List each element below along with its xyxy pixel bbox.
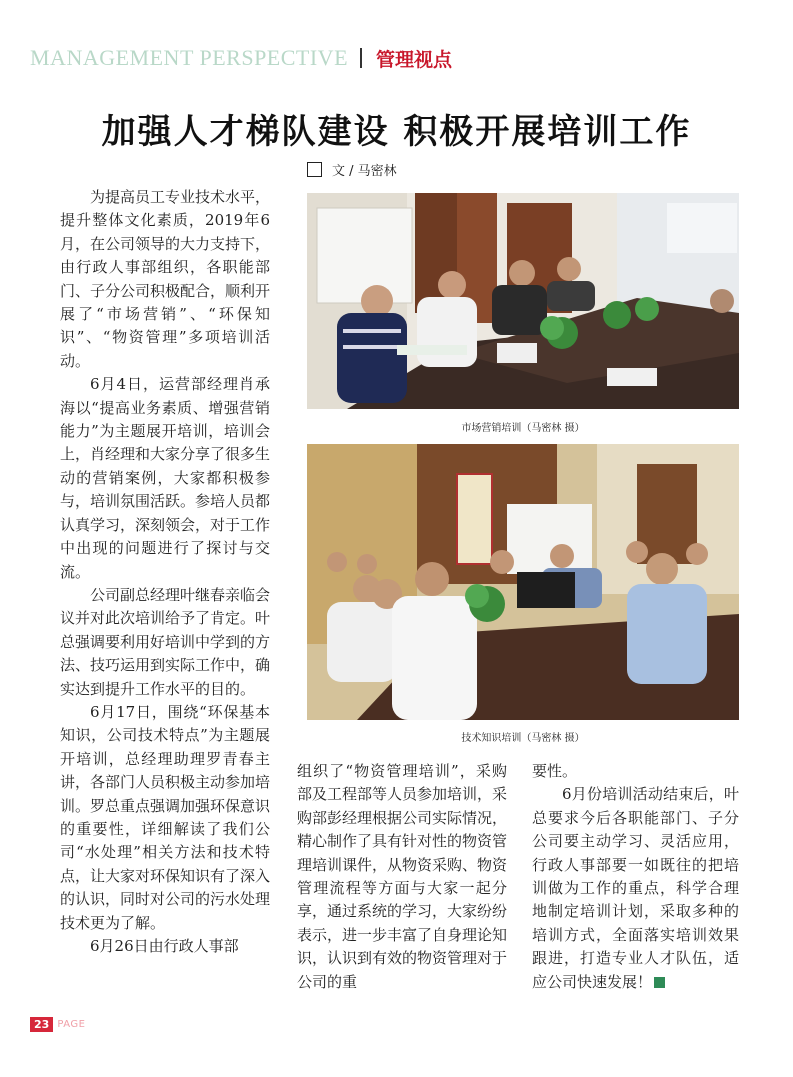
marketing-training-photo-image xyxy=(307,193,739,409)
technical-training-photo-image xyxy=(307,444,739,720)
page-footer xyxy=(30,1017,85,1032)
page-label: PAGE xyxy=(57,1019,86,1030)
column-2 xyxy=(297,760,507,994)
paragraph-4: 6月17日，围绕“环保基本知识，公司技术特点”为主题展开培训，总经理助理罗青春主讲，各部门人员积极主动参加培训。罗总重点强调加强环保意识的重要性，详细解读了我们公司“水处理”相关方法和技术特点，让大家对环保知识有了深入的认识，同时对公司的污水处理技术更为了解。 xyxy=(60,702,271,932)
column-3 xyxy=(532,760,739,994)
page-number: 23 xyxy=(30,1017,53,1032)
article-title: 加强人才梯队建设 积极开展培训工作 xyxy=(101,112,692,152)
section-header-english: MANAGEMENT PERSPECTIVE xyxy=(30,45,349,70)
technical-training-photo xyxy=(307,444,739,720)
byline-text: 文 / 马密林 xyxy=(332,164,397,179)
marketing-training-photo xyxy=(307,193,739,409)
end-mark-icon xyxy=(654,977,665,988)
header-divider xyxy=(360,48,362,68)
section-header xyxy=(30,44,452,72)
paragraph-3: 公司副总经理叶继春亲临会议并对此次培训给予了肯定。叶总强调要利用好培训中学到的方法、技巧运用到实际工作中，确实达到提升工作水平的目的。 xyxy=(60,585,271,698)
section-header-chinese: 管理视点 xyxy=(376,48,453,71)
paragraph-1: 为提高员工专业技术水平，提升整体文化素质，2019年6月，在公司领导的大力支持下，由行政人事部组织，各职能部门、子分公司积极配合，顺利开展了“市场营销”、“环保知识”、“物资管理”多项培训活动。 xyxy=(60,188,271,370)
paragraph-5-continued: 组织了“物资管理培训”，采购部及工程部等人员参加培训，采购部彭经理根据公司实际情况，精心制作了具有针对性的物资管理培训课件，从物资采购、物资管理流程等方面与大家一起分享，通过系统的学习，大家纷纷表示，进一步丰富了自身理论知识，认识到有效的物资管理对于公司的重 xyxy=(297,762,508,991)
column-1 xyxy=(60,186,270,958)
paragraph-5-end: 要性。 xyxy=(532,762,578,780)
paragraph-6-text: 6月份培训活动结束后，叶总要求今后各职能部门、子分公司要主动学习、灵活应用，行政人事部要一如既往的把培训做为工作的重点，科学合理地制定培训计划，采取多种的培训方式，全面落实培训效果跟进，打造专业人才队伍，适应公司快速发展！ xyxy=(532,785,739,991)
paragraph-5-start: 6月26日由行政人事部 xyxy=(90,937,239,955)
byline xyxy=(307,160,397,179)
paragraph-2: 6月4日，运营部经理肖承海以“提高业务素质、增强营销能力”为主题展开培训，培训会上，肖经理和大家分享了很多生动的营销案例，大家都积极参与，培训氛围活跃。参培人员都认真学习，深刻领会，对于工作中出现的问题进行了探讨与交流。 xyxy=(60,375,271,581)
byline-box-icon xyxy=(307,162,322,177)
paragraph-6 xyxy=(532,783,739,994)
photo-caption-2: 技术知识培训（马密林 摄） xyxy=(461,733,585,744)
photo-caption-1: 市场营销培训（马密林 摄） xyxy=(461,423,585,434)
